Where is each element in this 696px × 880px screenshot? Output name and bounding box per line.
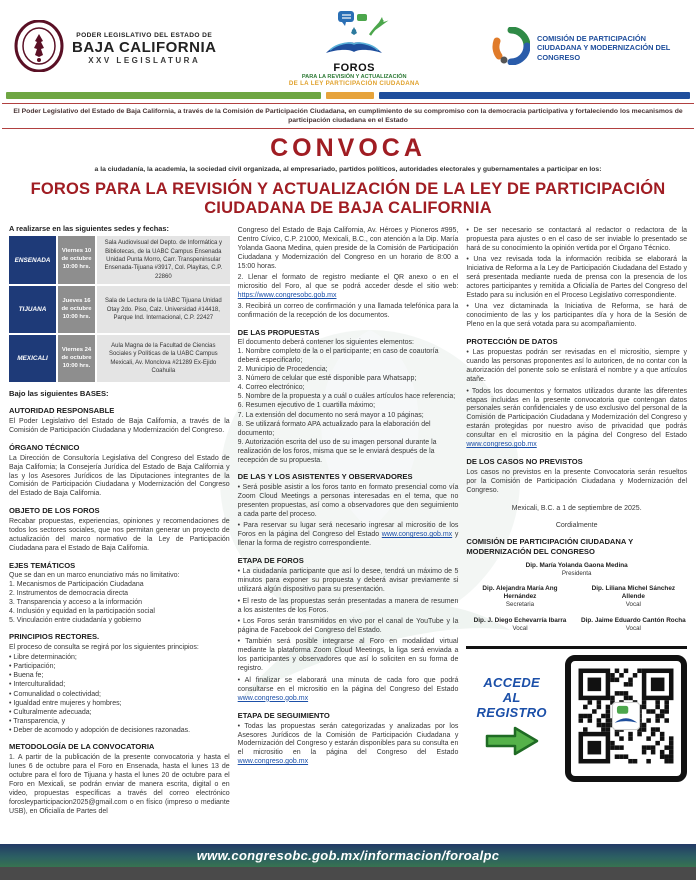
paragraph: • La ciudadanía participante que así lo desee, tendrá un máximo de 5 minutos para exponer su propuesta y deberá avisar previamente si utilizará algún dispositivo para su presentación. [237,568,459,594]
paragraph: La Dirección de Consultoría Legislativa del Congreso del Estado de Baja California; la Consejería Jurídica del Estado de Baja California y las y los Asesores Jurídicos de las Diputaciones integrantes de la Comisión de Participación Ciudadana y Modernización del Congreso del Estado de Baja California. [9,454,230,498]
section-heading: ÓRGANO TÉCNICO [9,442,80,452]
list-item: 2. Municipio de Procedencia; [237,366,328,374]
accede-label-group [466,676,557,762]
forums-logo-subtitle2: DE LA LEY PARTICIPACIÓN CIUDADANA [288,80,420,87]
middle-column-text [238,227,459,768]
section-heading: COMISIÓN DE PARTICIPACIÓN CIUDADANA Y MODERNIZACIÓN DEL CONGRESO [466,537,633,556]
paragraph: • De ser necesario se contactará al redactor o redactora de la propuesta para ajustes o en el caso de ser inviable lo presentado se hará de su conocimiento la opinión vertida por el Órgano Técnico. [466,226,688,252]
paragraph: Cordialmente [555,522,598,530]
city-cell: MEXICALI [9,335,56,382]
state-seal-icon [14,20,64,77]
paragraph [238,677,459,704]
text-run: • Al finalizar se elaborará una minuta de cada foro que podrá consultarse en el micrositio en la página del Congreso del Estado [237,676,459,693]
blue-bar [379,92,691,99]
legislature-line2: BAJA CALIFORNIA [72,38,217,56]
schedule-row-tijuana [9,286,230,333]
list-item: • Libre determinación; [9,654,77,662]
forums-logo [269,9,439,87]
legislature-line1: PODER LEGISLATIVO DEL ESTADO DE [76,31,213,39]
list-item: • Participación; [9,663,56,671]
paragraph: • También será posible integrarse al Foro en modalidad virtual mediante la plataforma Zoom Cloud Meetings, la liga será enviada a los participantes y observadores que así lo soliciten en su forma de registro. [237,638,459,673]
section-heading: ETAPA DE SEGUIMIENTO [237,710,330,720]
forums-logo-title: FOROS [333,62,376,74]
paragraph: • Será posible asistir a los foros tanto en formato presencial como vía Zoom Cloud Meetings a personas interesadas en el tema, que no presenten propuestas, así como a observadores que den seguimiento a cada parte del proceso. [237,484,459,518]
paragraph [238,522,459,549]
paragraph: • El resto de las propuestas serán presentadas a manera de resumen a los asistentes de los Foros. [237,597,459,614]
venue-cell: Sala Audiovisual del Depto. de Informática y Bibliotecas, de la UABC Campus Ensenada Unidad Punta Morro, Carr. Transpeninsular Ensenada-Tijuana #3917, Col. Playitas, C.P. 22860 [97,236,230,284]
member-signature [466,617,573,636]
legislature-line3: XXV LEGISLATURA [88,55,201,65]
paragraph: • Una vez revisada toda la información recibida se elaborará la Iniciativa de Reforma a la Ley de Participación Ciudadana del Estado y será presentada mediante rueda de prensa con la presencia de los actores participantes y remitida a Oficialía de Partes del Congreso del Estado para su inclusión en el Proceso Legislativo correspondiente. [466,256,688,299]
paragraph: El proceso de consulta se regirá por los siguientes principios: [9,644,199,652]
list-item: 5. Nombre de la propuesta y a cuál o cuáles artículos hace referencia; [237,393,456,401]
link[interactable]: www.congreso.gob.mx [237,694,309,702]
list-item: 1. Nombre completo de la o el participante; en caso de coautoría deberá especificarlo; [237,347,439,364]
link[interactable]: https://www.congresobc.gob.mx [237,291,337,299]
list-item: 3. Número de celular que esté disponible para Whatsapp; [237,375,417,383]
section-heading: AUTORIDAD RESPONSABLE [9,405,115,415]
section-heading: PROTECCIÓN DE DATOS [466,337,558,347]
paragraph: • Una vez dictaminada la Iniciativa de Reforma, se hará de conocimiento de las y los participantes día y hora de la Sesión de Pleno en la que será votada para su acompañamiento. [466,303,688,329]
paragraph: 3. Recibirá un correo de confirmación y una llamada telefónica para la confirmación de la recepción de los documentos. [237,303,459,320]
paragraph [238,723,459,768]
list-item: Que se dan en un marco enunciativo más no limitativo: [9,571,180,579]
schedule-row-mexicali [9,335,230,382]
venue-cell: Sala de Lectura de la UABC Tijuana Unidad Otay 2do. Piso, Calz. Universidad #14418, Parque Ind. Internacional, C.P. 22427 [97,286,230,333]
legislature-branding [14,20,216,77]
member-role: Vocal [625,625,641,633]
section-heading: ETAPA DE FOROS [237,556,304,566]
commission-logo-icon [492,27,530,70]
column-right [466,224,687,816]
convoca-subtitle: a la ciudadanía, la academia, la sociedad civil organizada, al empresariado, partidos políticos, autoridades electorales y gubernamentales a participar en los: [94,166,602,174]
footer-url[interactable]: www.congresobc.gob.mx/informacion/foroalpc [196,848,500,863]
right-column-text [466,227,687,556]
convoca-heading: CONVOCA [270,134,426,163]
green-bar [6,92,321,99]
qr-code[interactable] [565,655,687,782]
members-grid [466,585,687,636]
footer-bar [0,844,696,867]
schedule-table [9,236,230,382]
section-heading: DE LOS CASOS NO PREVISTOS [466,457,583,467]
main-title: FOROS PARA LA REVISIÓN Y ACTUALIZACIÓN DE LA LEY DE PARTICIPACIÓN CIUDADANA DE BAJA CALIFORNIA [30,180,666,217]
link[interactable]: www.congreso.gob.mx [466,441,537,449]
member-name: Dip. J. Diego Echevarría Ibarra [473,617,567,625]
list-item: 1. Mecanismos de Participación Ciudadana [9,580,144,588]
schedule-row-ensenada [9,236,230,284]
paragraph: Los casos no previstos en la presente Convocatoria serán resueltos por la Comisión de Participación Ciudadana y Modernización del Congreso. [466,469,688,495]
venue-cell: Aula Magna de la Facultad de Ciencias Sociales y Políticas de la UABC Campus Mexicali, Av. Monclova #21289 Ex-Ejido Coahuila [97,335,230,382]
list-item: 5. Vinculación entre ciudadanía y gobierno [9,617,142,625]
text-run: • Para reservar su lugar será necesario ingresar al micrositio de los Foros en la página del Congreso del Estado [237,522,459,539]
text-run: y llenar la forma de registro correspondiente. [237,531,459,548]
city-cell: TIJUANA [9,286,56,333]
member-role: Secretaria [505,601,535,609]
left-column-text [9,389,230,816]
member-signature [466,585,573,612]
section-heading: PRINCIPIOS RECTORES. [9,632,100,642]
list-item: 8. Se utilizará formato APA actualizado para la elaboración del documento; [237,420,431,437]
forums-book-icon [308,9,400,57]
section-heading: METODOLOGÍA DE LA CONVOCATORIA [9,741,155,751]
list-item: • Transparencia, y [9,717,66,725]
paragraph: Recabar propuestas, experiencias, opiniones y recomendaciones de todos los sectores sociales, que nos permitan generar un proyecto de actualización del marco normativo de la Ley de Participación Ciudadana para el Estado de Baja California. [9,518,230,553]
register-arrow-icon [485,725,539,757]
list-item: 7. La extensión del documento no será mayor a 10 páginas; [237,411,424,419]
date-cell: Jueves 16 de octubre 10:00 hrs. [58,286,95,333]
list-item: • Interculturalidad; [9,681,66,689]
city-cell: ENSENADA [9,236,56,284]
list-item: 2. Instrumentos de democracia directa [9,589,129,597]
paragraph: Congreso del Estado de Baja California, Av. Héroes y Pioneros #995, Centro Cívico, C.P. 21000, Mexicali, B.C., con atención a la Dip. María Yolanda Gaona Medina, quien preside de la Comisión de Participación Ciudadana y Modernización del Congreso en un horario de 8:00 a 15:00 horas. [237,226,459,270]
section-heading: OBJETO DE LOS FOROS [9,506,100,516]
signature-divider [466,646,687,649]
legislature-title [72,32,216,65]
member-name: Dip. Liliana Michel Sánchez Allende [591,585,676,601]
section-heading: DE LAS PROPUESTAS [237,328,320,338]
paragraph: • Los Foros serán transmitidos en vivo por el canal de YouTube y la página de Facebook del Congreso del Estado. [237,618,459,634]
paragraph: El Poder Legislativo del Estado de Baja California, a través de la Comisión de Participación Ciudadana y Modernización del Congreso. [9,417,230,434]
text-run: 2. Llenar el formato de registro mediante el QR anexo o en el micrositio del Foro, al que se podrá acceder desde el sitio web: [237,274,459,290]
forums-logo-subtitle1: PARA LA REVISIÓN Y ACTUALIZACIÓN [301,74,407,80]
president-name: Dip. María Yolanda Gaona Medina [525,562,628,570]
member-role: Vocal [512,625,528,633]
text-run: • Todos los documentos y formatos utilizados durante las diferentes etapas incluidas en la presente convocatoria que contengan datos personales serán confidenciales y de uso exclusivo del personal de la Comisión de Participación Ciudadana y Modernización del Congreso y estarán protegidas por nuestro aviso de privacidad que podrás consultar en el micrositio en la página del Congreso del Estado [466,387,688,440]
list-item: • Buena fe; [9,672,44,680]
list-item: • Deber de acomodo y adopción de decisiones razonadas. [9,726,191,734]
register-line2: AL REGISTRO [476,689,547,720]
content-columns [0,221,696,816]
paragraph: Mexicali, B.C. a 1 de septiembre de 2025. [511,505,642,513]
list-item: 3. Transparencia y acceso a la información [9,598,143,606]
bottom-strip [0,867,696,880]
date-cell: Viernes 24 de octubre 10:00 hrs. [58,335,95,382]
section-heading: DE LAS Y LOS ASISTENTES Y OBSERVADORES [237,472,413,482]
paragraph [238,274,459,301]
member-signature [580,585,687,612]
member-role: Vocal [625,601,641,609]
column-left [9,224,230,816]
paragraph: • Las propuestas podrán ser revisadas en el micrositio, siempre y cuando las personas proponentes así lo autoricen, de no contar con la autorización del ponente solo se enlistará el nombre y a que artículos atañe. [466,349,688,384]
member-signature [580,617,687,636]
paragraph: 1. A partir de la publicación de la presente convocatoria y hasta el lunes 6 de octubre para el Foro en Ensenada, hasta el lunes 13 de octubre para el foro de Tijuana y hasta el lunes 20 de octubre para el Foro en Mexicali, se podrán enviar de manera escrita, digital o en video, propuestas específicas a través del correo electrónico forosleyparticipacion2025@gmail.com o en físico (impreso o mediante USB), en Oficialía de Partes del [9,753,230,815]
schedule-heading: A realizarse en las siguientes sedes y fechas: [9,224,169,234]
date-cell: Viernes 10 de octubre 10:00 hrs. [58,236,95,284]
text-run: • Todas las propuestas serán categorizadas y analizadas por los Asesores Jurídicos de la Comisión de Participación Ciudadana y Modernización del Congreso y estarán disponibles para su consulta en el micrositio en la página del Congreso del Estado [237,722,459,757]
header [0,0,696,90]
list-item: 4. Inclusión y equidad en la participación social [9,608,155,616]
section-heading: Bajo las siguientes BASES: [9,389,109,399]
list-item: 9. Autorización escrita del uso de su imagen personal durante la realización de los foros, misma que se le enviará después de la recepción de su propuesta. [237,438,437,465]
president-role: Presidenta [561,570,592,578]
intro-statement: El Poder Legislativo del Estado de Baja California, a través de la Comisión de Participación Ciudadana, en cumplimiento de su compromiso con la democracia participativa y fortaleciendo los mecanismos de participación ciudadana en el Estado [2,103,694,129]
list-item: El documento deberá contener los siguientes elementos: [237,338,414,346]
tricolor-divider [0,92,696,99]
list-item: • Igualdad entre mujeres y hombres; [9,699,122,707]
list-item: • Comunalidad o colectividad; [9,690,101,698]
column-middle [238,224,459,816]
section-heading: EJES TEMÁTICOS [9,561,76,571]
registration-callout [466,655,687,782]
paragraph [466,388,687,451]
link[interactable]: www.congreso.gob.mx [237,758,309,766]
member-name: Dip. Alejandra María Ang Hernández [482,585,558,601]
list-item: 6. Resumen ejecutivo de 1 cuartilla máximo; [237,402,376,410]
link[interactable]: www.congreso.gob.mx [381,531,453,539]
register-line1: ACCEDE [483,674,541,690]
member-name: Dip. Jaime Eduardo Cantón Rocha [580,617,686,625]
orange-bar [326,92,374,99]
commission-branding [492,27,682,70]
signatures [466,562,687,636]
list-item: 4. Correo electrónico; [237,384,305,392]
list-item: • Culturalmente adecuada; [9,708,92,716]
commission-title: COMISIÓN DE PARTICIPACIÓN CIUDADANA Y MODERNIZACIÓN DEL CONGRESO [536,34,671,62]
